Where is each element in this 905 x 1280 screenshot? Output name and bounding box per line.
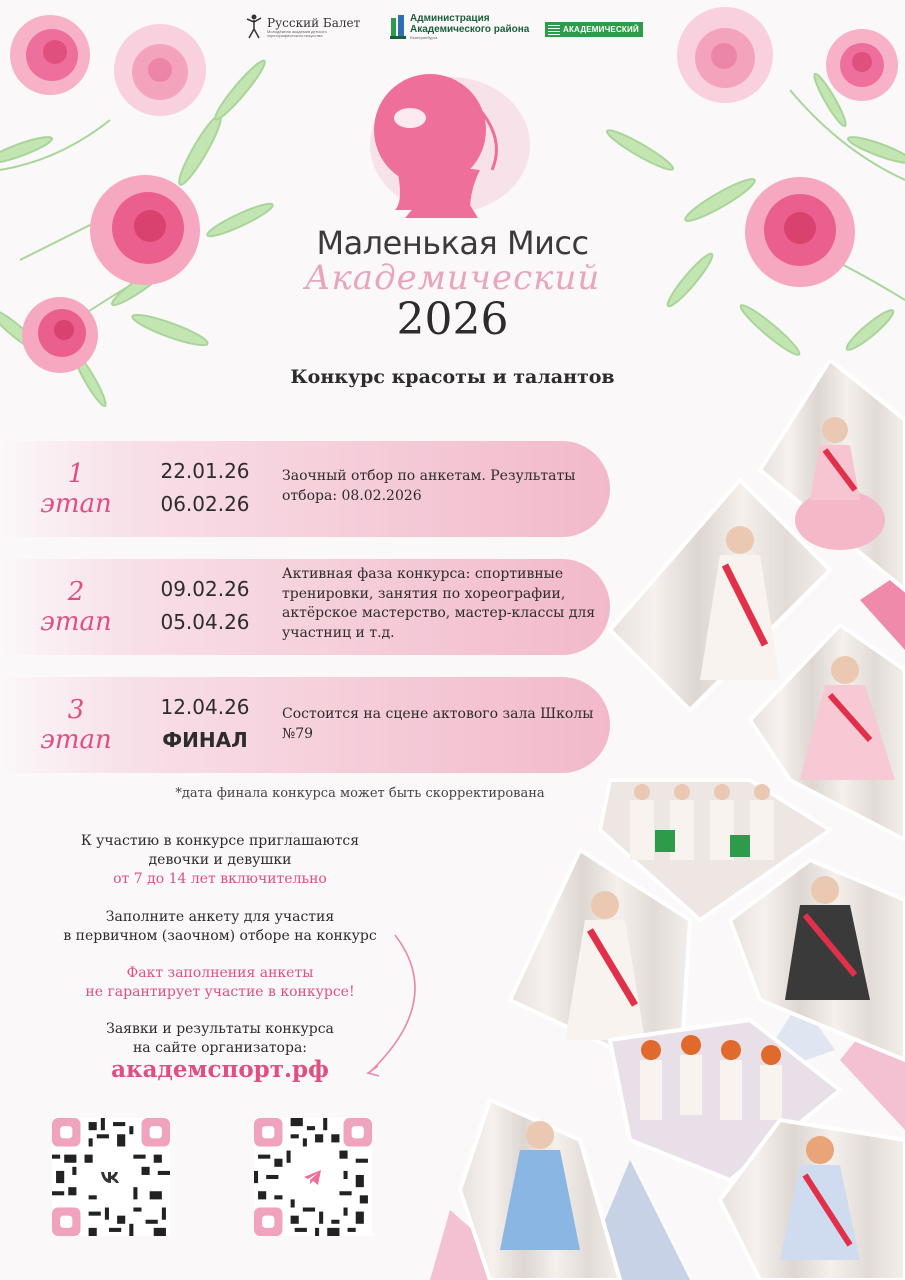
stage-number: 2 (67, 577, 85, 607)
title-line2: Академический (304, 258, 601, 298)
stage-description-3: Состоится на сцене актового зала Школы №79 (282, 706, 594, 742)
date-from: 22.01.26 (160, 459, 250, 483)
date-to: 05.04.26 (160, 610, 250, 634)
date-from: 09.02.26 (160, 577, 250, 601)
stripes-icon (548, 25, 560, 35)
qr-code-telegram[interactable] (254, 1118, 372, 1236)
admin-name-line2: Академического района (410, 23, 530, 35)
stage-number-3 (26, 697, 126, 753)
stage-description-1: Заочный отбор по анкетам. Результаты отбора: 08.02.2026 (282, 468, 576, 504)
footnote: *дата финала конкурса может быть скорректирована (175, 786, 545, 801)
leaves-left (0, 57, 275, 408)
stage-word: этап (40, 607, 112, 637)
telegram-icon (297, 1161, 329, 1193)
flowers-right (677, 7, 898, 287)
stage-number: 1 (67, 459, 85, 489)
photo-collage-art (430, 360, 905, 1280)
administration-logo (390, 14, 529, 40)
admin-subtitle: Екатеринбурга (410, 35, 438, 40)
stage-number-1 (26, 461, 126, 517)
leaves-right (604, 72, 905, 360)
invite-line1: К участию в конкурсе приглашаются (80, 833, 360, 849)
form-line1: Заполните анкету для участия (105, 909, 335, 925)
girl-silhouette (370, 74, 530, 218)
invite-block (20, 832, 420, 889)
vk-icon (95, 1161, 127, 1193)
results-line1: Заявки и результаты конкурса (106, 1021, 334, 1037)
page-subtitle: Конкурс красоты и талантов (290, 366, 615, 388)
title-year: 2026 (396, 294, 509, 345)
invite-line2: девочки и девушки (148, 851, 292, 868)
stage-dates-3 (150, 691, 260, 757)
warning-line1: Факт заполнения анкеты (126, 965, 314, 981)
date-to: 06.02.26 (160, 492, 250, 516)
admin-name-line1: Администрация (410, 13, 490, 24)
form-line2: в первичном (заочном) отборе на конкурс (63, 927, 377, 944)
stage-dates-2 (150, 573, 260, 639)
building-icon (390, 14, 406, 40)
stage-dates-1 (150, 455, 260, 521)
akademichesky-logo (545, 22, 643, 37)
stage-description-2: Активная фаза конкурса: спортивные тренировки, занятия по хореографии, актёрское мастерство, мастер-классы для участниц и т.д. (282, 566, 596, 641)
invite-age: от 7 до 14 лет включительно (113, 870, 327, 887)
warning-line2: не гарантирует участие в конкурсе! (85, 983, 355, 1000)
qr-code-vk[interactable] (52, 1118, 170, 1236)
akademichesky-label: АКАДЕМИЧЕСКИЙ (563, 25, 639, 34)
stage-word: этап (40, 489, 112, 519)
russian-ballet-logo (245, 14, 360, 40)
ballet-name: Русский Балет (267, 15, 361, 30)
ballet-subtitle: Молодёжная академия детского хореографического искусства (267, 28, 327, 38)
stage-number: 3 (67, 695, 85, 725)
flowers-left (10, 15, 206, 373)
organizer-site-link[interactable]: академспорт.рф (111, 1056, 329, 1083)
partner-logos (245, 14, 665, 46)
results-line2: на сайте организатора: (132, 1039, 308, 1056)
stage-word: этап (40, 725, 112, 755)
date-final: ФИНАЛ (162, 728, 248, 752)
curved-arrow-icon (350, 930, 440, 1080)
title-line1: Маленькая Мисс (316, 224, 589, 262)
date-from: 12.04.26 (160, 695, 250, 719)
ballerina-icon (245, 14, 263, 40)
stage-number-2 (26, 579, 126, 635)
